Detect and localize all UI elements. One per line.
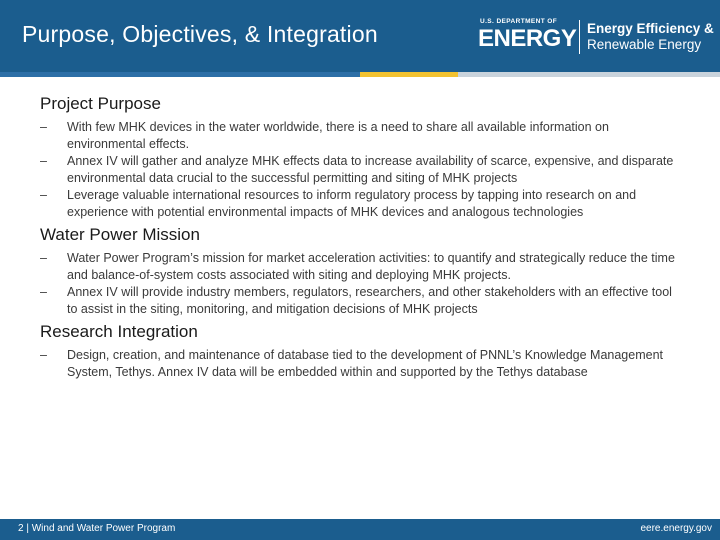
logo-office-line2: Renewable Energy xyxy=(587,37,702,52)
bullet-text: Leverage valuable international resources to inform regulatory process by tapping into research on and experience with potential environmental impacts of MHK devices and analogous technologies xyxy=(67,188,637,219)
logo-energy-text: ENERGY xyxy=(478,25,577,52)
logo-divider xyxy=(579,20,580,54)
header-bar xyxy=(0,0,720,72)
footer-bar xyxy=(0,519,720,540)
slide-body xyxy=(40,93,680,384)
bullet-dash: – xyxy=(40,120,47,134)
bullet-list xyxy=(40,119,680,220)
accent-stripe-blue xyxy=(0,72,360,77)
bullet-text: With few MHK devices in the water worldwide, there is a need to share all available information on environmental effects. xyxy=(67,120,609,151)
bullet-dash: – xyxy=(40,348,47,362)
bullet-item xyxy=(40,347,680,380)
bullet-item xyxy=(40,284,680,317)
section-heading: Project Purpose xyxy=(40,94,161,113)
accent-stripe-grey xyxy=(458,72,720,77)
bullet-text: Water Power Program’s mission for market acceleration activities: to quantify and strategically reduce the time and balance-of-system costs associated with siting and deploying MHK projects. xyxy=(67,251,675,282)
bullet-item xyxy=(40,250,680,283)
bullet-dash: – xyxy=(40,154,47,168)
doe-eere-logo xyxy=(478,18,714,56)
section-research-integration xyxy=(40,321,680,380)
bullet-list xyxy=(40,347,680,380)
bullet-dash: – xyxy=(40,251,47,265)
logo-office-line1: Energy Efficiency & xyxy=(587,21,714,36)
section-water-power-mission xyxy=(40,224,680,317)
footer-website-link[interactable]: eere.energy.gov xyxy=(640,523,712,534)
logo-office-text xyxy=(587,21,714,53)
bullet-text: Annex IV will provide industry members, regulators, researchers, and other stakeholders with an effective tool to assist in the siting, monitoring, and mitigation decisions of MHK projects xyxy=(67,285,672,316)
slide-title: Purpose, Objectives, & Integration xyxy=(22,21,378,47)
bullet-item xyxy=(40,153,680,186)
logo-department-text: U.S. DEPARTMENT OF xyxy=(480,18,558,25)
accent-stripe-yellow xyxy=(360,72,458,77)
bullet-list xyxy=(40,250,680,317)
bullet-item xyxy=(40,119,680,152)
bullet-dash: – xyxy=(40,188,47,202)
footer-page-label: 2 | Wind and Water Power Program xyxy=(18,523,176,534)
bullet-text: Design, creation, and maintenance of database tied to the development of PNNL’s Knowledge Management System, Tethys. Annex IV data will be embedded within and supported by the Tethys database xyxy=(67,348,663,379)
bullet-dash: – xyxy=(40,285,47,299)
bullet-text: Annex IV will gather and analyze MHK effects data to increase availability of scarce, expensive, and disparate environmental data crucial to the successful permitting and siting of MHK projects xyxy=(67,154,674,185)
section-heading: Water Power Mission xyxy=(40,225,200,244)
section-project-purpose xyxy=(40,93,680,220)
section-heading: Research Integration xyxy=(40,322,198,341)
bullet-item xyxy=(40,187,680,220)
